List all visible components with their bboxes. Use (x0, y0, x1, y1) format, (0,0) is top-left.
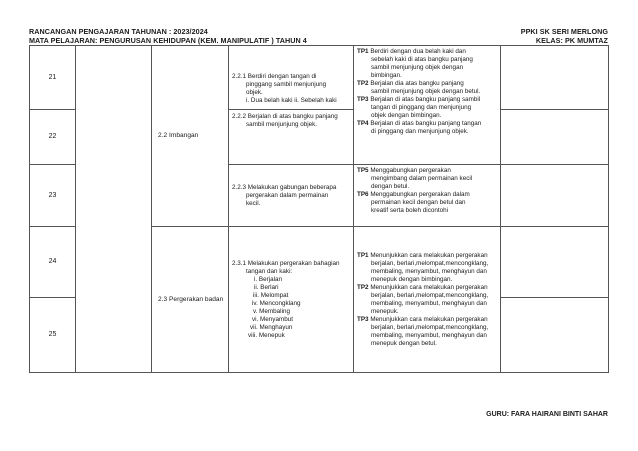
tp-line: Menunjukkan cara melakukan pergerakan (370, 315, 488, 323)
tp-line: sebelah kaki di atas bangku panjang (371, 56, 473, 63)
skill-line: v. Membaling (253, 307, 290, 315)
tp-line: dengan betul. (371, 183, 410, 190)
plan-title: RANCANGAN PENGAJARAN TAHUNAN : 2023/2024 (29, 27, 208, 36)
skill-line: pinggang sambil menjunjung (246, 81, 327, 88)
teacher-name: GURU: FARA HAIRANI BINTI SAHAR (486, 411, 608, 418)
tp-code: TP6 (357, 191, 369, 198)
class-name: KELAS: PK MUMTAZ (535, 36, 608, 45)
tp-line: Berdiri dengan dua belah kaki dan (370, 48, 466, 55)
tp-line: menepuk. (371, 307, 399, 315)
skill-2-3-1 (229, 227, 354, 373)
tp-code: TP3 (357, 96, 369, 103)
empty-column-cell (76, 46, 152, 373)
tp-code: TP1 (357, 48, 369, 55)
tp-movement-cell (354, 227, 501, 373)
skill-line: iii. Melompat (253, 291, 289, 299)
week-cell: 21 (30, 46, 76, 110)
tp-line: di pinggang dan menjunjung objek. (371, 128, 469, 135)
tp-line: Berjalan di atas bangku panjang sambil (370, 96, 481, 103)
tp-balance-cell (354, 46, 501, 165)
tp-code: TP1 (357, 251, 369, 259)
tp-item (357, 252, 497, 260)
subject-title: MATA PELAJARAN: PENGURUSAN KEHIDUPAN (KEM. MANIPULATIF ) TAHUN 4 (29, 36, 307, 45)
skill-line: i. Dua belah kaki ii. Sebelah kaki (246, 97, 337, 104)
tp-line: berjalan, berlari,melompat,mencongklang, (371, 291, 489, 299)
skill-line: kecil. (246, 199, 261, 207)
skill-line: vi. Menyambut (252, 315, 293, 323)
skill-line: i. Berjalan (254, 275, 283, 283)
topic-balance: 2.2 Imbangan (152, 46, 229, 227)
tp-line: objek dengan bimbingan. (371, 112, 442, 119)
skill-2-2-2 (229, 110, 354, 165)
week-cell: 23 (30, 165, 76, 227)
tp-code: TP2 (357, 80, 369, 87)
tp-line: menepuk dengan betul. (371, 339, 437, 347)
tp-line: kreatif serta boleh dicontohi (371, 207, 449, 214)
empty-cell (501, 110, 609, 165)
tp-line: Menunjukkan cara melakukan pergerakan (370, 251, 488, 259)
school-name: PPKI SK SERI MERLONG (520, 27, 608, 36)
tp-item (357, 80, 497, 88)
skill-line: ii. Berlari (254, 283, 279, 291)
week-cell: 25 (30, 298, 76, 373)
empty-cell (501, 227, 609, 298)
tp-item (357, 120, 497, 128)
skill-line: 2.2.1 Berdiri dengan tangan di (232, 73, 317, 80)
tp-item (357, 191, 497, 199)
skill-line: pergerakan dalam permainan (246, 191, 329, 199)
skill-2-2-1 (229, 46, 354, 110)
tp-line: sambil menjunjung objek dengan betul. (371, 88, 481, 95)
tp-line: berjalan, berlari,melompat,mencongklang, (371, 323, 489, 331)
tp-line: Menunjukkan cara melakukan pergerakan (370, 283, 488, 291)
tp-line: Berjalan di atas bangku panjang tangan (370, 120, 482, 127)
tp-line: membaling, menyambut, menghayun dan (371, 299, 487, 307)
week-cell: 22 (30, 110, 76, 165)
skill-line: 2.2.3 Melakukan gabungan beberapa (232, 183, 337, 191)
tp-line: Berjalan dia atas bangku panjang (370, 80, 464, 87)
tp-line: permainan kecil dengan betul dan (371, 199, 466, 206)
skill-line: iv. Mencongklang (252, 299, 301, 307)
skill-line: 2.3.1 Melakukan pergerakan bahagian (232, 259, 340, 267)
tp-line: sambil menjunjung objek dengan (371, 64, 464, 71)
tp-line: mengimbang dalam permainan kecil (371, 175, 473, 182)
tp-item (357, 167, 497, 175)
tp-line: Menggabungkan pergerakan (370, 167, 451, 174)
tp-games-cell (354, 165, 501, 227)
tp-code: TP3 (357, 315, 369, 323)
empty-cell (501, 298, 609, 373)
tp-item (357, 48, 497, 56)
tp-item (357, 96, 497, 104)
empty-cell (501, 46, 609, 110)
tp-code: TP2 (357, 283, 369, 291)
skill-2-2-3 (229, 165, 354, 227)
tp-line: berjalan, berlari,melompat,mencongklang, (371, 259, 489, 267)
tp-item (357, 284, 497, 292)
lesson-plan-table (29, 45, 609, 373)
skill-line: tangan dan kaki: (246, 267, 293, 275)
tp-line: membaling, menyambut, menghayun dan (371, 267, 487, 275)
skill-line: objek. (246, 89, 263, 96)
topic-movement: 2.3 Pergerakan badan (152, 227, 229, 373)
tp-code: TP5 (357, 167, 369, 174)
tp-line: bimbingan. (371, 72, 402, 79)
skill-line: 2.2.2 Berjalan di atas bangku panjang (232, 113, 338, 120)
tp-line: Menggabungkan pergerakan dalam (370, 191, 470, 198)
skill-line: vii. Menghayun (250, 323, 293, 331)
skill-line: viii. Menepuk (248, 331, 285, 339)
tp-line: tangan di pinggang dan menjunjung (371, 104, 472, 111)
tp-line: membaling, menyambut, menghayun dan (371, 331, 487, 339)
tp-line: menepuk dengan bimbingan. (371, 275, 453, 283)
skill-line: sambil menjunjung objek. (246, 121, 318, 128)
week-cell: 24 (30, 227, 76, 298)
empty-cell (501, 165, 609, 227)
tp-code: TP4 (357, 120, 369, 127)
tp-item (357, 316, 497, 324)
